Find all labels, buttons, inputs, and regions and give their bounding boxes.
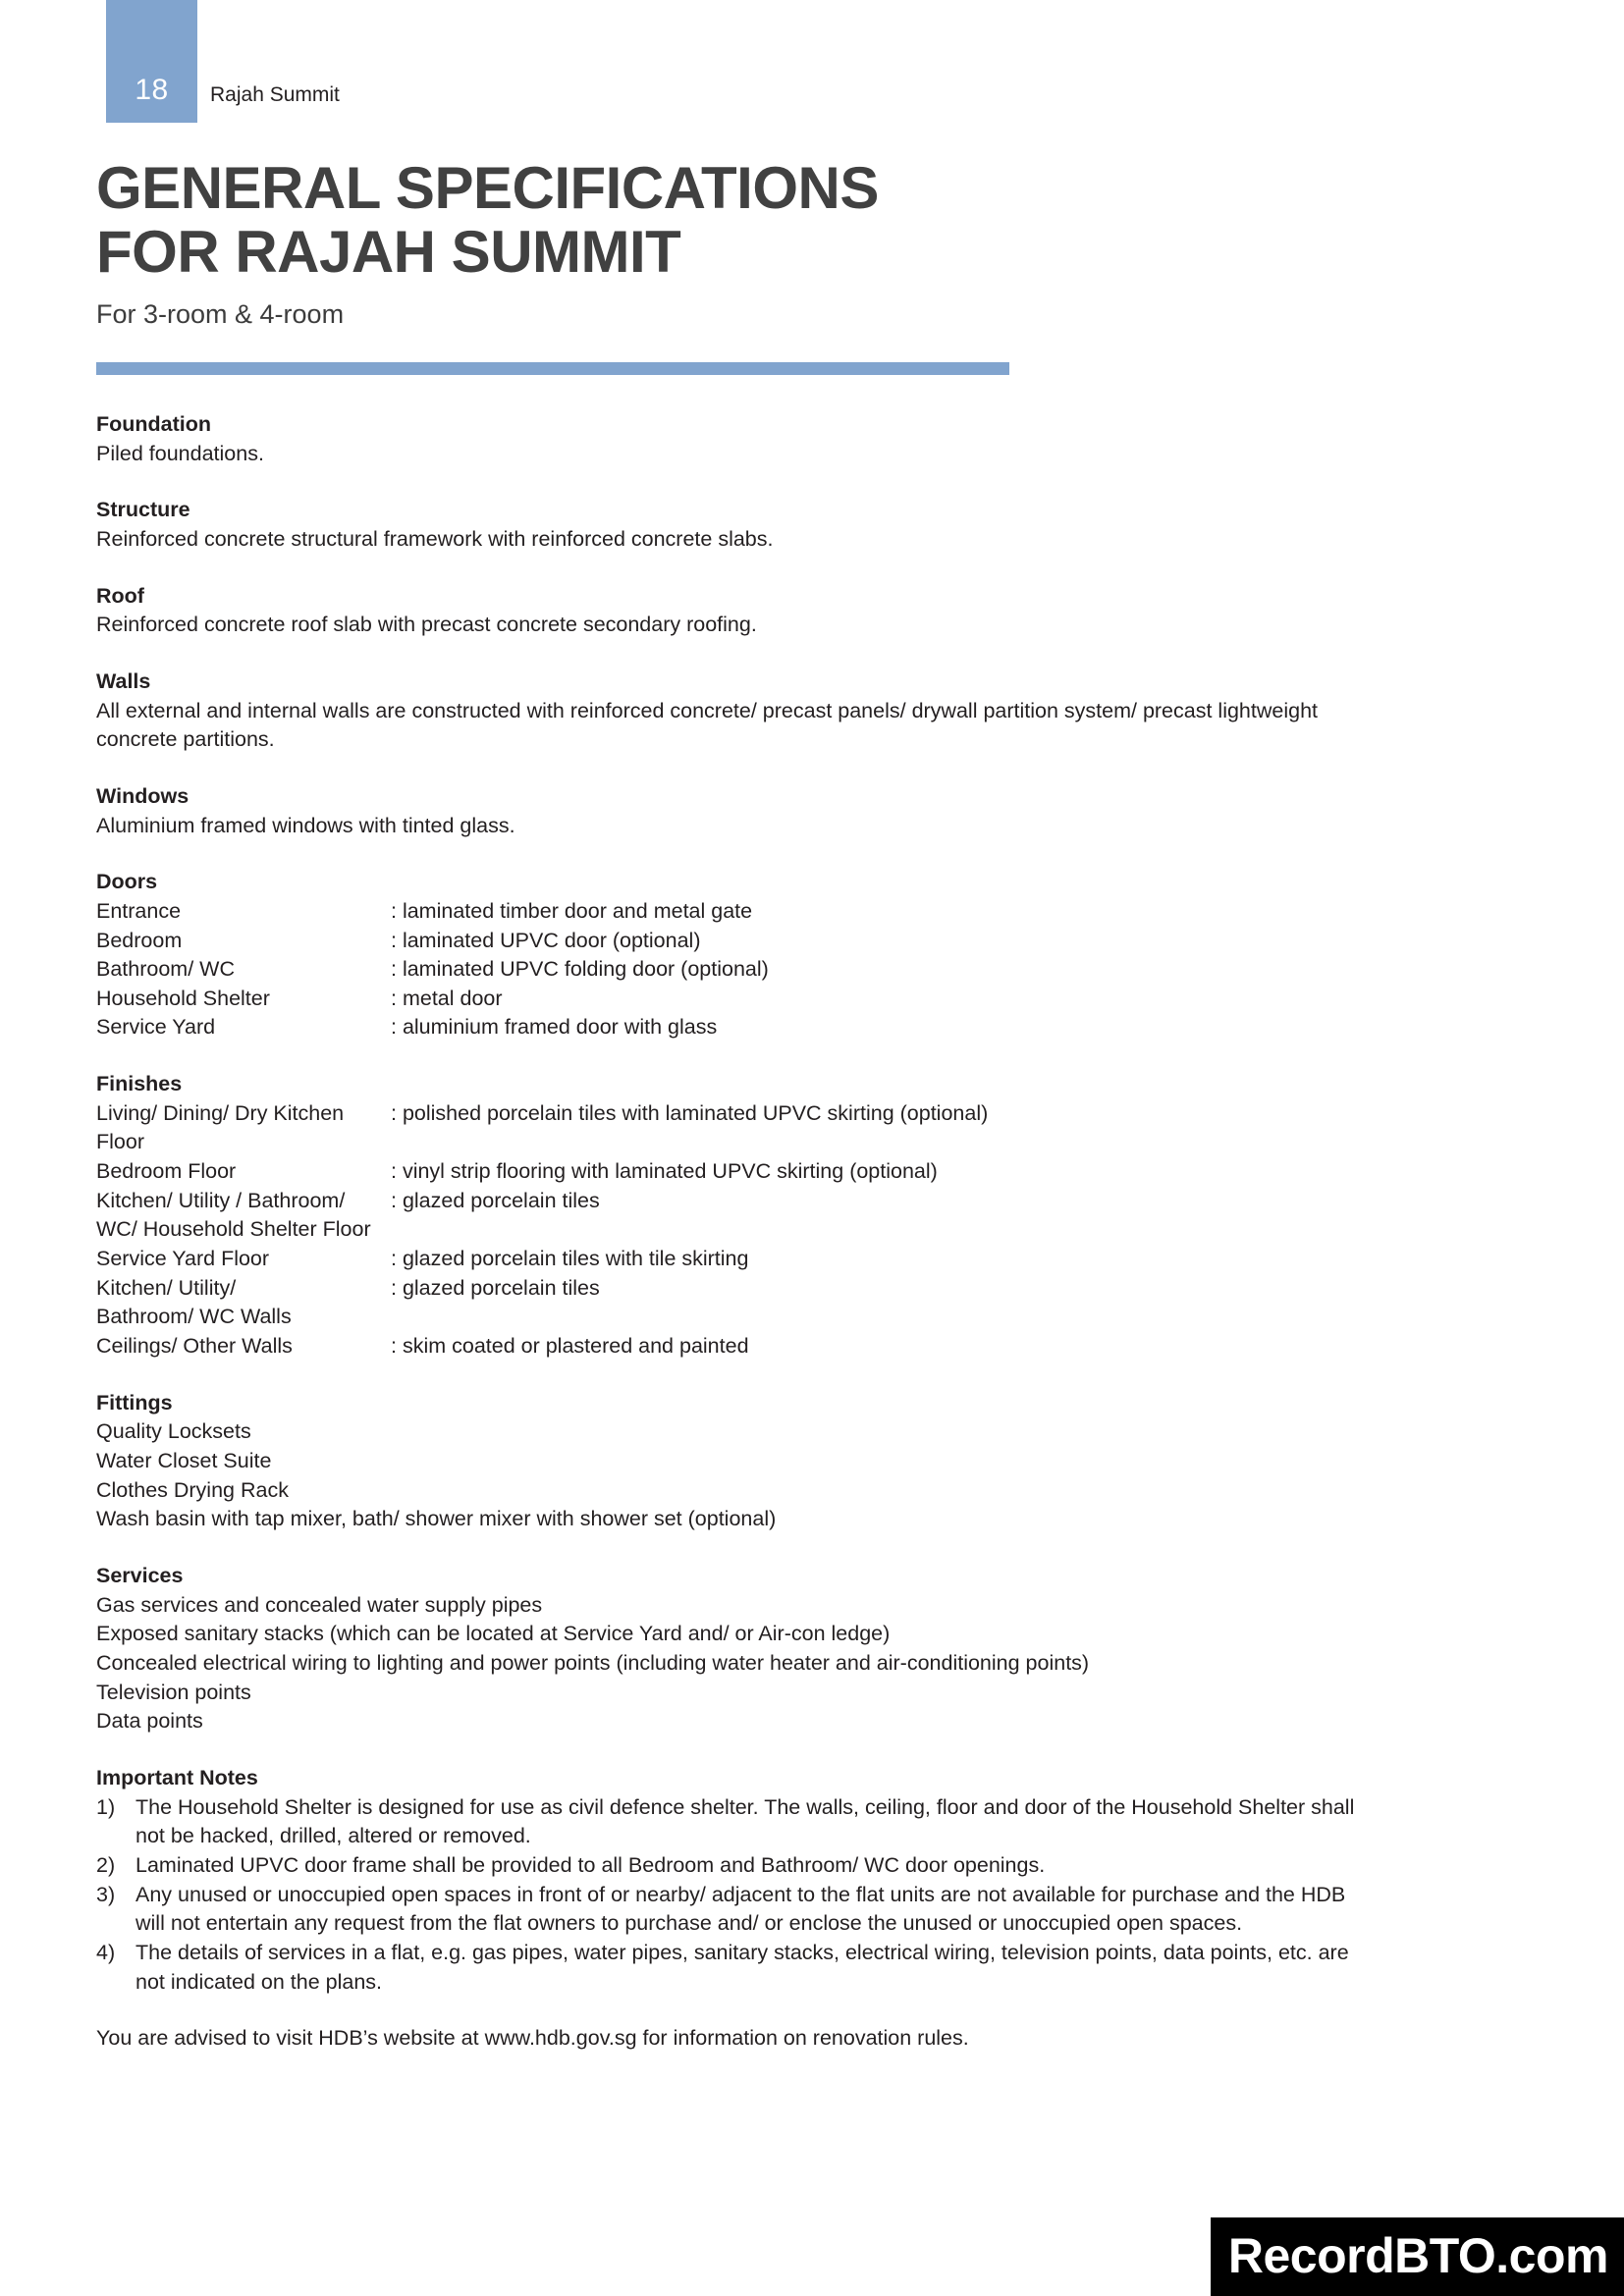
spec-row xyxy=(96,985,1540,1014)
list-item: Data points xyxy=(96,1709,203,1734)
spec-key: Ceilings/ Other Walls xyxy=(96,1334,293,1359)
spec-key: Entrance xyxy=(96,898,182,923)
section-heading-important-notes: Important Notes xyxy=(96,1765,258,1789)
spec-value: : aluminium framed door with glass xyxy=(391,1015,718,1040)
specifications-content xyxy=(96,410,1540,2054)
section-heading-structure: Structure xyxy=(96,498,190,522)
note-marker: 3) xyxy=(96,1882,116,1906)
spec-key-continuation: WC/ Household Shelter Floor xyxy=(96,1217,371,1242)
notes-list xyxy=(96,1793,1540,1998)
list-item: Clothes Drying Rack xyxy=(96,1477,289,1502)
spec-row xyxy=(96,1157,1540,1187)
section-heading-doors: Doors xyxy=(96,870,158,894)
section-heading-fittings: Fittings xyxy=(96,1390,173,1415)
note-item xyxy=(96,1881,1540,1939)
spec-value: : glazed porcelain tiles with tile skirting xyxy=(391,1247,749,1271)
spec-key: Kitchen/ Utility / Bathroom/ xyxy=(96,1188,346,1212)
spec-row-continuation xyxy=(96,1303,1540,1332)
document-sheet xyxy=(96,0,1540,2054)
list-item: Television points xyxy=(96,1680,251,1704)
note-text: The details of services in a flat, e.g. gas pipes, water pipes, sanitary stacks, electrical wiring, television points, data points, etc. are not indicated on the plans. xyxy=(135,1940,1349,1994)
section-windows xyxy=(96,782,1540,840)
spec-key: Service Yard xyxy=(96,1015,216,1040)
section-fittings xyxy=(96,1389,1540,1534)
spec-row xyxy=(96,897,1540,927)
spec-row xyxy=(96,1013,1540,1042)
spec-key-continuation: Bathroom/ WC Walls xyxy=(96,1305,292,1329)
spec-value: : skim coated or plastered and painted xyxy=(391,1334,749,1359)
spec-key: Living/ Dining/ Dry Kitchen xyxy=(96,1100,345,1125)
list-item: Concealed electrical wiring to lighting and power points (including water heater and air-conditioning points) xyxy=(96,1650,1090,1675)
spec-value: : laminated UPVC door (optional) xyxy=(391,928,701,952)
spec-row xyxy=(96,1187,1540,1216)
note-text: Laminated UPVC door frame shall be provided to all Bedroom and Bathroom/ WC door openings. xyxy=(135,1852,1046,1877)
spec-value: : laminated timber door and metal gate xyxy=(391,898,753,923)
section-walls xyxy=(96,667,1540,755)
list-item: Exposed sanitary stacks (which can be located at Service Yard and/ or Air-con ledge) xyxy=(96,1622,891,1646)
section-heading-roof: Roof xyxy=(96,583,144,608)
section-foundation xyxy=(96,410,1540,468)
note-item xyxy=(96,1939,1540,1997)
page-title xyxy=(96,0,1540,285)
page-title-line1: GENERAL SPECIFICATIONS xyxy=(96,155,879,221)
spec-row xyxy=(96,1332,1540,1362)
spec-value: : metal door xyxy=(391,986,503,1010)
section-heading-windows: Windows xyxy=(96,783,189,808)
spec-key-continuation: Floor xyxy=(96,1130,144,1154)
spec-value: : glazed porcelain tiles xyxy=(391,1188,600,1212)
spec-row xyxy=(96,1245,1540,1274)
note-item xyxy=(96,1851,1540,1881)
spec-row xyxy=(96,1274,1540,1304)
list-item: Quality Locksets xyxy=(96,1419,251,1444)
section-text-windows: Aluminium framed windows with tinted glass. xyxy=(96,813,515,837)
closing-note: You are advised to visit HDB’s website at www.hdb.gov.sg for information on renovation rules. xyxy=(96,2026,969,2051)
section-important-notes xyxy=(96,1764,1540,1997)
spec-value: : vinyl strip flooring with laminated UPVC skirting (optional) xyxy=(391,1159,938,1184)
section-roof xyxy=(96,582,1540,640)
section-heading-walls: Walls xyxy=(96,668,151,693)
page-number: 18 xyxy=(135,74,169,106)
note-marker: 4) xyxy=(96,1940,116,1964)
page-title-line2: FOR RAJAH SUMMIT xyxy=(96,218,681,285)
section-text-walls: All external and internal walls are constructed with reinforced concrete/ precast panels/ drywall partition system/ precast lightweight concrete partitions. xyxy=(96,698,1319,752)
spec-value: : laminated UPVC folding door (optional) xyxy=(391,957,769,982)
spec-key: Kitchen/ Utility/ xyxy=(96,1275,237,1300)
title-divider-rule xyxy=(96,362,1009,375)
list-item: Gas services and concealed water supply pipes xyxy=(96,1592,543,1617)
section-services xyxy=(96,1562,1540,1736)
section-text-structure: Reinforced concrete structural framework with reinforced concrete slabs. xyxy=(96,526,774,551)
spec-row xyxy=(96,1099,1540,1129)
section-heading-finishes: Finishes xyxy=(96,1072,183,1096)
section-heading-services: Services xyxy=(96,1563,184,1587)
spec-row xyxy=(96,927,1540,956)
spec-key: Bedroom Floor xyxy=(96,1159,237,1184)
project-label: Rajah Summit xyxy=(210,83,340,106)
spec-value: : polished porcelain tiles with laminated UPVC skirting (optional) xyxy=(391,1100,989,1125)
section-structure xyxy=(96,496,1540,554)
section-doors xyxy=(96,868,1540,1042)
section-text-foundation: Piled foundations. xyxy=(96,441,264,465)
spec-row xyxy=(96,955,1540,985)
section-heading-foundation: Foundation xyxy=(96,411,212,436)
section-text-roof: Reinforced concrete roof slab with precast concrete secondary roofing. xyxy=(96,613,757,637)
spec-row-continuation xyxy=(96,1128,1540,1157)
spec-key: Service Yard Floor xyxy=(96,1247,270,1271)
page-subtitle: For 3-room & 4-room xyxy=(96,298,345,329)
spec-key: Household Shelter xyxy=(96,986,270,1010)
note-text: The Household Shelter is designed for use as civil defence shelter. The walls, ceiling, floor and door of the Household Shelter shall not be hacked, drilled, altered or removed. xyxy=(135,1794,1355,1848)
spec-key: Bedroom xyxy=(96,928,183,952)
note-marker: 2) xyxy=(96,1852,116,1877)
note-marker: 1) xyxy=(96,1794,116,1819)
spec-key: Bathroom/ WC xyxy=(96,957,235,982)
spec-row-continuation xyxy=(96,1215,1540,1245)
spec-value: : glazed porcelain tiles xyxy=(391,1275,600,1300)
list-item: Water Closet Suite xyxy=(96,1449,272,1473)
note-text: Any unused or unoccupied open spaces in front of or nearby/ adjacent to the flat units are not available for purchase and the HDB will not entertain any request from the flat owners to purchase and/ or enclose the unused or unoccupied open spaces. xyxy=(135,1882,1346,1936)
watermark-badge: RecordBTO.com xyxy=(1211,2217,1624,2296)
section-finishes xyxy=(96,1070,1540,1362)
note-item xyxy=(96,1793,1540,1851)
list-item: Wash basin with tap mixer, bath/ shower mixer with shower set (optional) xyxy=(96,1507,777,1531)
